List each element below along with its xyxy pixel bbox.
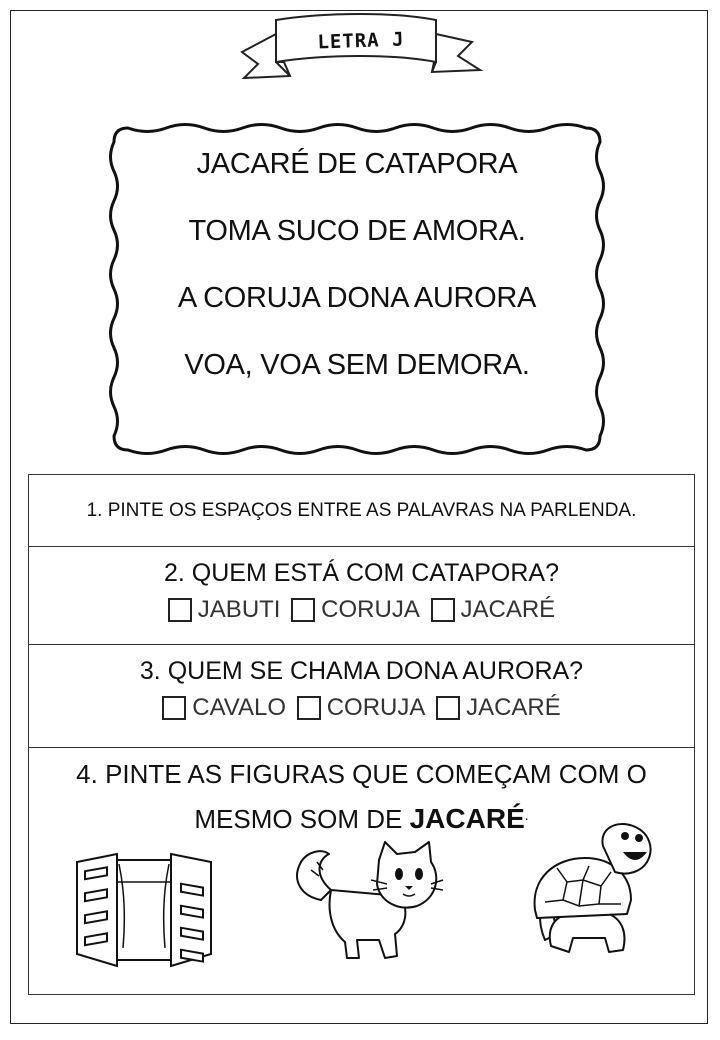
option-coruja[interactable] (297, 694, 426, 722)
question-2-row (29, 547, 694, 645)
option-label: CORUJA (326, 694, 426, 721)
question-4-line-1: 4. PINTE AS FIGURAS QUE COMEÇAM COM O (76, 759, 647, 789)
banner-title: LETRA J (317, 28, 405, 54)
option-label: CORUJA (321, 596, 420, 623)
poem (104, 150, 610, 418)
question-2-options (29, 596, 694, 629)
option-label: JACARÉ (466, 694, 561, 721)
window-drawing[interactable] (69, 852, 219, 968)
checkbox-icon[interactable] (431, 598, 455, 622)
question-1-row (29, 475, 694, 547)
cat-drawing[interactable] (287, 840, 447, 964)
question-2-text: 2. QUEM ESTÁ COM CATAPORA? (164, 559, 559, 587)
option-jabuti[interactable] (168, 596, 281, 624)
checkbox-icon[interactable] (291, 598, 315, 622)
question-3-row (29, 645, 694, 748)
checkbox-icon[interactable] (436, 696, 460, 720)
option-coruja[interactable] (291, 596, 420, 624)
option-label: CAVALO (192, 694, 287, 721)
poem-line-3: A CORUJA DONA AURORA (177, 282, 537, 314)
question-3-text: 3. QUEM SE CHAMA DONA AURORA? (139, 657, 584, 685)
poem-line-1: JACARÉ DE CATAPORA (196, 148, 518, 180)
option-label: JABUTI (197, 596, 281, 623)
question-4-bold-word: JACARÉ (409, 803, 525, 834)
question-4-suffix: . (524, 807, 529, 823)
poem-line-4: VOA, VOA SEM DEMORA. (184, 349, 530, 381)
title-banner (236, 12, 486, 92)
question-3-options (29, 694, 694, 727)
poem-line-2: TOMA SUCO DE AMORA. (188, 215, 526, 247)
option-jacare[interactable] (431, 596, 556, 624)
turtle-drawing[interactable] (527, 822, 657, 960)
option-cavalo[interactable] (162, 694, 286, 722)
question-4-row (29, 748, 694, 993)
questions-table (28, 474, 695, 995)
question-1-text: 1. PINTE OS ESPAÇOS ENTRE AS PALAVRAS NA PARLENDA. (86, 499, 637, 521)
option-jacare[interactable] (436, 694, 561, 722)
question-4-prefix: MESMO SOM DE (194, 804, 410, 834)
checkbox-icon[interactable] (168, 598, 192, 622)
checkbox-icon[interactable] (297, 696, 321, 720)
checkbox-icon[interactable] (162, 696, 186, 720)
option-label: JACARÉ (460, 596, 556, 623)
